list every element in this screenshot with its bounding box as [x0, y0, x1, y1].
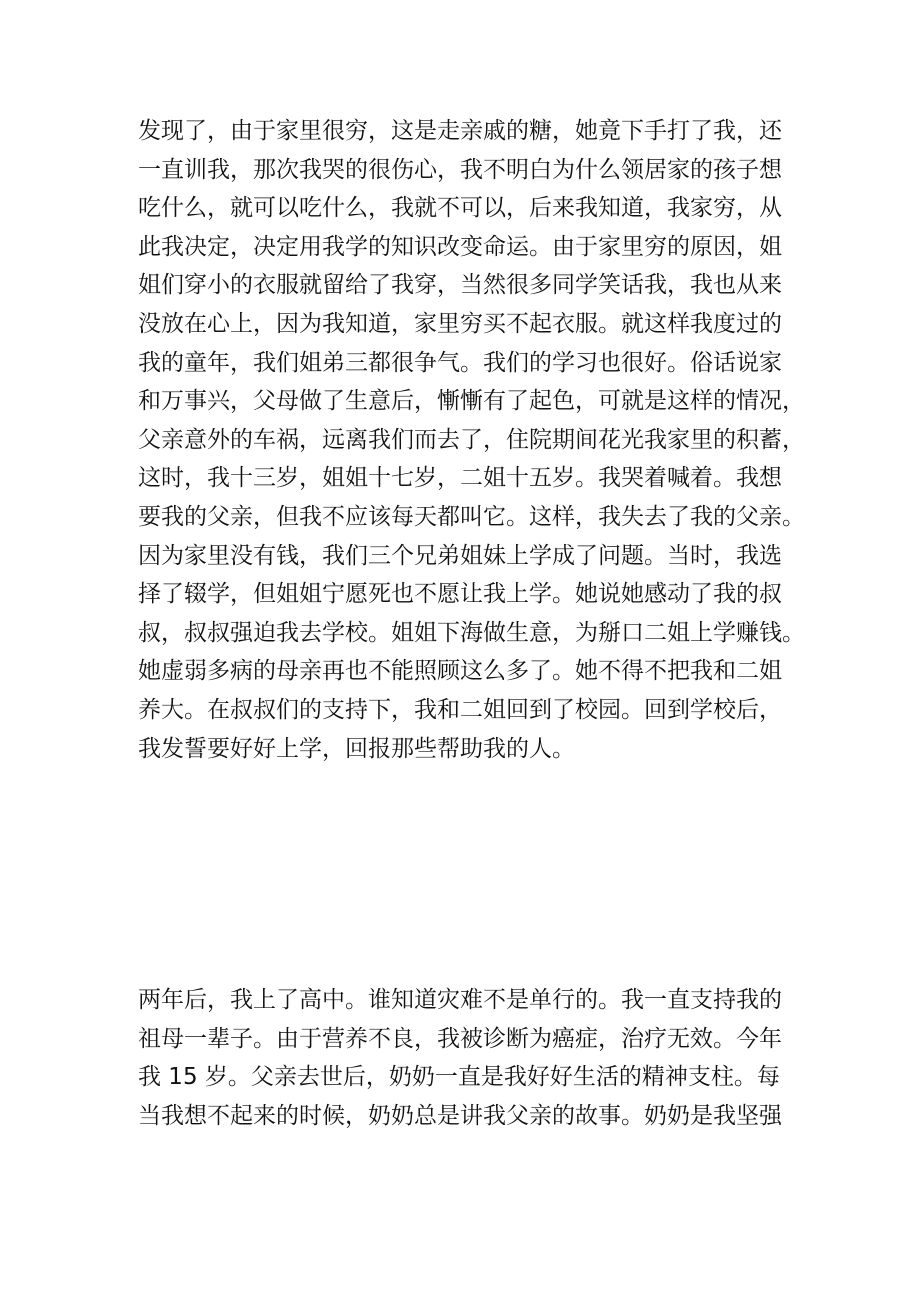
text-line: 这时，我十三岁，姐姐十七岁，二姐十五岁。我哭着喊着。我想 [138, 465, 782, 492]
text-line: 和万事兴，父母做了生意后，慚慚有了起色，可就是这样的情况， [138, 388, 805, 415]
text-line: 父亲意外的车祸，远离我们而去了，住院期间花光我家里的积蓄， [138, 426, 805, 453]
text-line: 我的童年，我们姐弟三都很争气。我们的学习也很好。俗话说家 [138, 349, 782, 376]
text-line: 要我的父亲，但我不应该每天都叫它。这样，我失去了我的父亲。 [138, 503, 805, 530]
text-line: 吃什么，就可以吃什么，我就不可以，后来我知道，我家穷，从 [138, 195, 782, 222]
story-paragraph-2 [138, 981, 790, 1135]
text-line: 因为家里没有钱，我们三个兄弟姐妹上学成了问题。当时，我选 [138, 542, 782, 569]
text-line: 她虚弱多病的母亲再也不能照顾这么多了。她不得不把我和二姐 [138, 658, 782, 685]
text-line: 一直训我，那次我哭的很伤心，我不明白为什么领居家的孩子想 [138, 156, 782, 183]
text-line: 没放在心上，因为我知道，家里穷买不起衣服。就这样我度过的 [138, 310, 782, 337]
text-line: 叔，叔叔强迫我去学校。姐姐下海做生意，为掰口二姐上学赚钱。 [138, 619, 805, 646]
text-line: 姐们穿小的衣服就留给了我穿，当然很多同学笑话我，我也从来 [138, 272, 782, 299]
text-line: 此我决定，决定用我学的知识改变命运。由于家里穷的原因，姐 [138, 233, 782, 260]
text-line: 祖母一辈子。由于营养不良，我被诊断为癌症，治疗无效。今年 [138, 1025, 782, 1052]
text-line: 我 15 岁。父亲去世后，奶奶一直是我好好生活的精神支柱。每 [138, 1064, 780, 1091]
text-line: 两年后，我上了高中。谁知道灾难不是单行的。我一直支持我的 [138, 987, 782, 1013]
text-line: 当我想不起来的时候，奶奶总是讲我父亲的故事。奶奶是我坚强 [138, 1102, 782, 1129]
text-line: 我发誓要好好上学，回报那些帮助我的人。 [138, 735, 575, 762]
story-paragraph-1 [138, 112, 805, 768]
text-line: 养大。在叔叔们的支持下，我和二姐回到了校园。回到学校后， [138, 696, 782, 723]
text-line: 择了辍学，但姐姐宁愿死也不愿让我上学。她说她感动了我的叔 [138, 581, 782, 608]
text-line: 发现了，由于家里很穷，这是走亲戚的糖，她竟下手打了我，还 [138, 118, 782, 144]
